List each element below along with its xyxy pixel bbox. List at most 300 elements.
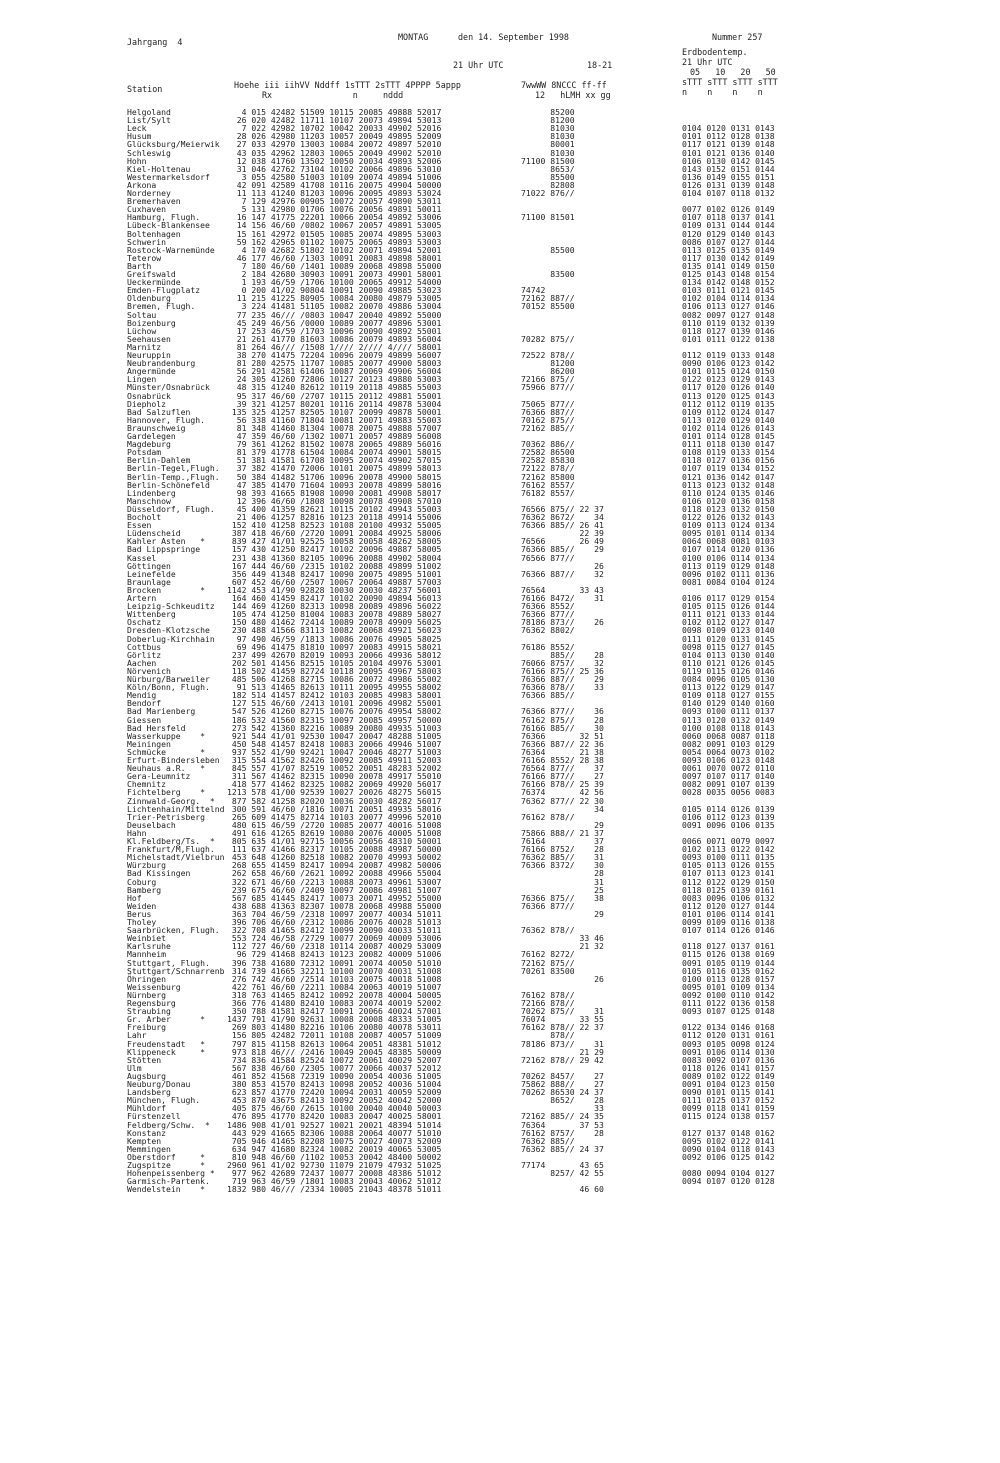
main-values: 152 410 41258 82523 10108 20100 49932 55005 [227, 520, 442, 531]
main-values: 485 506 41268 82715 10086 20072 49986 55002 [227, 674, 442, 684]
earth-temps: 0106 0112 0123 0139 [682, 811, 775, 822]
station-name: Wendelstein * [127, 1184, 205, 1195]
main-values: 314 739 41665 32211 10100 20070 40031 51008 [227, 965, 442, 976]
main-values: 27 033 42970 13003 10084 20072 49897 52010 [227, 139, 442, 150]
station-name: Trier-Petrisberg [127, 811, 205, 822]
w18-values: 76162 878// [521, 989, 575, 1000]
main-values: 705 946 41465 82208 10075 20027 40073 52009 [227, 1135, 442, 1146]
main-values: 156 805 42482 72011 10108 20087 40057 51009 [227, 1030, 442, 1041]
station-name: Arkona [127, 179, 157, 190]
station-name: List/Sylt [127, 115, 171, 126]
earth-temps: 0122 0123 0129 0143 [682, 374, 775, 385]
earth-temps: 0102 0113 0122 0142 [682, 844, 775, 855]
station-name: Glücksburg/Meierwik [127, 139, 220, 150]
w18-values: 85500 [521, 244, 575, 255]
station-name: Braunschweig [127, 422, 186, 433]
earth-temps: 0093 0106 0123 0148 [682, 755, 775, 765]
w18-values: 76366 877// 36 [521, 706, 604, 717]
station-name: Husum [127, 131, 152, 142]
earth-columns: sTTT sTTT sTTT sTTT [682, 77, 778, 87]
main-values: 322 671 46/60 /2213 10088 20073 49961 53007 [227, 876, 442, 887]
earth-temps: 0109 0112 0124 0147 [682, 406, 775, 417]
main-values: 810 948 46/60 /1102 10053 20042 48400 50002 [227, 1151, 442, 1162]
main-values: 350 788 41581 82417 10091 20066 40024 57001 [227, 1006, 442, 1017]
earth-temps: 0112 0120 0127 0144 [682, 900, 775, 911]
w18-columns-subheader: 12 hLMH xx gg [535, 90, 611, 100]
earth-temps: 0104 0113 0130 0140 [682, 649, 775, 660]
w18-values: 8257/ 42 55 [521, 1168, 604, 1179]
main-values: 91 513 41465 82613 10111 20095 49955 58002 [227, 682, 442, 693]
station-name: Nürburg/Barweiler [127, 674, 210, 684]
station-name: Zugspitze * [127, 1160, 205, 1170]
main-values: 12 396 46/60 /1808 10098 20078 49908 57010 [227, 495, 442, 506]
main-values: 422 761 46/60 /2211 10084 20063 40019 51007 [227, 981, 442, 992]
main-values: 269 803 41480 82216 10106 20080 40078 53011 [227, 1022, 442, 1033]
earth-temps: 0104 0107 0118 0132 [682, 188, 775, 198]
main-values: 95 317 46/60 /2707 10115 20112 49881 55001 [227, 390, 442, 401]
station-name: Lindenberg [127, 487, 176, 498]
main-values: 797 815 41158 82613 10064 20051 48381 51012 [227, 1038, 442, 1049]
station-name: Bremen, Flugh. [127, 301, 196, 312]
earth-temps: 0100 0106 0114 0134 [682, 552, 775, 563]
earth-temps: 0093 0100 0111 0137 [682, 706, 775, 717]
earth-temps: 0105 0116 0135 0162 [682, 965, 775, 976]
main-values: 363 704 46/59 /2318 10097 20077 40034 51011 [227, 908, 442, 919]
station-name: Ueckermünde [127, 277, 181, 288]
main-values: 48 315 41240 82612 10119 20118 49885 55003 [227, 382, 442, 393]
earth-temps: 0092 0106 0125 0142 [682, 1151, 775, 1162]
main-values: 77 235 46/// /0803 10047 20040 49892 55000 [227, 309, 442, 320]
earth-temps: 0096 0102 0111 0136 [682, 568, 775, 579]
earth-temps: 0090 0104 0118 0143 [682, 1143, 775, 1154]
earth-temps: 0028 0035 0056 0083 [682, 787, 775, 798]
w18-values: 76564 33 43 [521, 584, 604, 595]
w18-values: 70152 85500 [521, 301, 575, 312]
main-values: 43 035 42962 12803 10065 20049 49902 52010 [227, 147, 442, 158]
w18-values: 72162 885// 24 35 [521, 1111, 604, 1122]
w18-values: 28 [521, 868, 604, 879]
main-values: 24 305 41260 72806 10127 20123 49880 53003 [227, 374, 442, 385]
station-name: Lahr [127, 1030, 147, 1041]
station-name: Michelstadt/Vielbrun [127, 852, 225, 863]
station-name: Görlitz [127, 649, 162, 660]
main-values: 1437 791 41/90 92631 10008 20008 48333 51005 [227, 1014, 442, 1025]
table-row [0, 1185, 1000, 1193]
station-name: Zinnwald-Georg. * [127, 795, 215, 806]
station-name: Oschatz [127, 617, 162, 628]
station-name: Freiburg [127, 1022, 166, 1033]
main-values: 1486 908 41/01 92527 10021 20021 48394 51014 [227, 1119, 442, 1130]
earth-temps: 0098 0109 0123 0140 [682, 625, 775, 636]
main-values: 56 338 41160 71804 10081 20071 49883 55003 [227, 414, 442, 425]
station-name: Cuxhaven [127, 204, 166, 215]
station-name: Boltenhagen [127, 228, 181, 239]
w18-values: 76162 878// [521, 811, 575, 822]
main-values: 16 147 41775 22201 10066 20054 49892 53006 [227, 212, 442, 223]
main-values: 239 675 46/60 /2409 10097 20086 49981 51007 [227, 884, 442, 895]
station-name: Teterow [127, 252, 162, 263]
w18-values: 75866 888// 21 37 [521, 827, 604, 838]
w18-values: 26 [521, 560, 604, 571]
main-values: 15 161 42972 01505 10085 20074 49895 53003 [227, 228, 442, 239]
table-row [0, 821, 1000, 829]
earth-temps: 0113 0122 0129 0147 [682, 682, 775, 693]
main-values: 37 382 41470 72006 10101 20075 49899 58013 [227, 463, 442, 474]
w18-values: 76362 885// 24 37 [521, 1143, 604, 1154]
main-values: 1142 453 41/90 92828 10030 20030 48237 56001 [227, 584, 442, 595]
w18-values: 33 46 [521, 933, 604, 944]
w18-values: 76366 887// 32 [521, 568, 604, 579]
earth-temps: 0110 0124 0135 0146 [682, 487, 775, 498]
w18-values: 76366 885// 26 41 [521, 520, 604, 531]
w18-values: 76166 8552/ 28 38 [521, 755, 604, 765]
earth-temps: 0118 0127 0136 0156 [682, 455, 775, 466]
main-values: 273 542 41360 82216 10089 20080 49935 51003 [227, 722, 442, 733]
earth-temps: 0119 0115 0126 0146 [682, 665, 775, 676]
earth-utc: 21 Uhr UTC [682, 57, 733, 67]
earth-temps: 0095 0101 0109 0134 [682, 981, 775, 992]
station-name: Lüdenscheid [127, 528, 181, 539]
main-values: 31 046 42762 73104 10102 20066 49896 53010 [227, 163, 442, 174]
earth-temps: 0061 0070 0072 0110 [682, 763, 775, 774]
station-name: Hohenpeissenberg * [127, 1168, 215, 1179]
main-values: 719 963 46/59 /1801 10083 20043 40062 51012 [227, 1176, 442, 1187]
w18-values: 76374 42 56 [521, 787, 604, 798]
station-name: Manschnow [127, 495, 171, 506]
earth-temps: 0113 0125 0135 0149 [682, 244, 775, 255]
main-values: 265 609 41475 82714 10103 20077 49996 52010 [227, 811, 442, 822]
earth-temps: 0093 0105 0098 0124 [682, 1038, 775, 1049]
earth-temps: 0115 0126 0138 0169 [682, 949, 775, 960]
w18-values: 76366 885// 29 [521, 544, 604, 555]
w18-values: 31 [521, 876, 604, 887]
main-values: 387 418 46/60 /2720 10091 20084 49925 58006 [227, 528, 442, 539]
station-name: Schwerin [127, 236, 166, 247]
main-values: 418 577 41462 82325 10082 20069 49920 56017 [227, 779, 442, 790]
w18-values: 76366 885// [521, 690, 575, 701]
station-name: Fürstenzell [127, 1111, 181, 1122]
main-values: 26 020 42482 11711 10107 20073 49894 53013 [227, 115, 442, 126]
station-name: Stötten [127, 1054, 162, 1065]
station-name: Potsdam [127, 447, 162, 458]
earth-temps: 0111 0118 0130 0147 [682, 439, 775, 450]
main-values: 7 129 42976 00905 10072 20057 49890 53011 [227, 196, 442, 207]
station-name: Hamburg, Flugh. [127, 212, 201, 223]
earth-temps: 0090 0101 0115 0141 [682, 1087, 775, 1098]
main-values: 51 381 41581 61708 10095 20074 49902 57015 [227, 455, 442, 466]
w18-values: 81030 [521, 131, 575, 142]
w18-values: 70262 875// 31 [521, 1006, 604, 1017]
station-name: Boizenburg [127, 317, 176, 328]
main-values: 1 193 46/59 /1706 10100 20065 49912 54000 [227, 277, 442, 288]
w18-values: 76362 8802/ [521, 625, 575, 636]
earth-temps: 0086 0107 0127 0144 [682, 236, 775, 247]
earth-temps: 0113 0123 0132 0148 [682, 479, 775, 490]
earth-temps: 0098 0115 0127 0145 [682, 641, 775, 652]
main-values: 262 658 46/60 /2621 10092 20088 49966 55004 [227, 868, 442, 879]
w18-values: 46 60 [521, 1184, 604, 1195]
main-values: 59 162 42965 01102 10075 20065 49893 53003 [227, 236, 442, 247]
main-values: 315 554 41562 82426 10092 20085 49911 52003 [227, 755, 442, 765]
date: den 14. September 1998 [458, 32, 569, 42]
w18-values: 76366 8552/ [521, 601, 575, 612]
station-name: Regensburg [127, 998, 176, 1008]
station-name: Bad Kissingen [127, 868, 191, 879]
main-values: 476 895 41770 82420 10083 20047 40025 58001 [227, 1111, 442, 1122]
station-name: Ulm [127, 1062, 142, 1073]
table-row [0, 1056, 1000, 1064]
earth-temps: 0107 0119 0134 0152 [682, 463, 775, 474]
earth-temps: 0101 0111 0122 0138 [682, 333, 775, 344]
w18-values: 75065 877// [521, 398, 575, 409]
earth-temps: 0054 0064 0073 0102 [682, 746, 775, 757]
station-name: Düsseldorf, Flugh. [127, 503, 215, 514]
w18-values: 29 [521, 819, 604, 830]
earth-temps: 0118 0127 0137 0161 [682, 941, 775, 952]
station-name: Deuselbach [127, 819, 176, 830]
main-values: 14 156 46/60 /0802 10067 20057 49891 53005 [227, 220, 442, 231]
main-values: 396 706 46/60 /2312 10086 20076 40028 51013 [227, 917, 442, 927]
main-values: 21 261 41770 81603 10086 20079 49893 56004 [227, 333, 442, 344]
main-values: 937 552 41/90 92421 10047 20046 48277 51003 [227, 746, 442, 757]
station-name: Nürnberg [127, 989, 166, 1000]
w18-values: 72162 878// 29 42 [521, 1054, 604, 1065]
main-values: 96 729 41468 82413 10123 20082 40009 51006 [227, 949, 442, 960]
main-values: 438 688 41363 82307 10078 20068 49988 55000 [227, 900, 442, 911]
w18-values: 70162 875// [521, 414, 575, 425]
main-values: 56 291 42581 61406 10087 20069 49906 56004 [227, 366, 442, 377]
main-values: 81 379 41778 61504 10084 20074 49901 58015 [227, 447, 442, 458]
w18-columns-header: 7wwWW 8NCCC ff-ff [521, 80, 607, 90]
main-values: 81 348 41460 81304 10078 20075 49888 57007 [227, 422, 442, 433]
w18-values: 76362 885// [521, 1135, 575, 1146]
w18-values: 71100 81501 [521, 212, 575, 223]
earth-temps: 0099 0109 0116 0138 [682, 917, 775, 927]
station-name: Lübeck-Blankensee [127, 220, 210, 231]
w18-values: 76364 37 53 [521, 1119, 604, 1130]
w18-values: 72162 875// [521, 957, 575, 968]
w18-values: 76366 875// 38 [521, 892, 604, 903]
station-name: Freudenstadt * [127, 1038, 205, 1049]
earth-temps: 0101 0121 0136 0140 [682, 147, 775, 158]
main-values: 50 384 41482 51706 10096 20078 49900 58015 [227, 471, 442, 482]
main-values: 7 180 46/60 /1401 10089 20068 49898 55000 [227, 260, 442, 271]
earth-temps: 0143 0152 0151 0144 [682, 163, 775, 174]
main-values: 81 264 46/// /1508 1//// 2//// 4//// 58001 [227, 341, 442, 352]
w18-values: 72166 878// [521, 998, 575, 1008]
earth-temps: 0089 0102 0122 0149 [682, 1070, 775, 1081]
main-values: 202 501 41456 82515 10105 20104 49976 53001 [227, 657, 442, 668]
station-name: Gr. Arber * [127, 1014, 205, 1025]
jahrgang: Jahrgang 4 [127, 37, 183, 47]
main-values: 182 514 41457 82412 10103 20085 49983 58001 [227, 690, 442, 701]
earth-temps: 0135 0141 0149 0150 [682, 260, 775, 271]
main-values: 634 947 41680 82324 10082 20019 40065 53005 [227, 1143, 442, 1154]
earth-temps: 0105 0114 0126 0139 [682, 803, 775, 814]
station-name: Leck [127, 123, 147, 134]
station-name: Tholey [127, 917, 157, 927]
main-values: 450 548 41457 82418 10083 20066 49946 51007 [227, 738, 442, 749]
station-name: München, Flugh. [127, 1095, 201, 1106]
main-values: 118 502 41459 82724 10118 20095 49967 58003 [227, 665, 442, 676]
main-values: 39 321 41257 80201 10116 20114 49878 53004 [227, 398, 442, 409]
w18-values: 8653/ [521, 163, 575, 174]
station-name: Gera-Leumnitz [127, 771, 191, 782]
station-name: Cottbus [127, 641, 162, 652]
w18-values: 76362 877// 22 30 [521, 795, 604, 806]
earth-temps: 0082 0091 0103 0129 [682, 738, 775, 749]
station-name: Neuruppin [127, 350, 171, 360]
main-values: 547 526 41260 82715 10076 20076 49954 58002 [227, 706, 442, 717]
w18-values: 85500 [521, 171, 575, 182]
station-name: Weissenburg [127, 981, 181, 992]
main-values: 45 400 41359 82621 10115 20102 49943 55003 [227, 503, 442, 514]
earth-temps: 0099 0118 0141 0159 [682, 1103, 775, 1114]
weekday: MONTAG [398, 32, 429, 42]
station-name: Stuttgart, Flugh. [127, 957, 210, 968]
w18-values: 76362 878// [521, 925, 575, 936]
table-row [0, 116, 1000, 124]
w18-values: 76366 887// 22 36 [521, 738, 604, 749]
station-name: Köln/Bonn, Flugh. [127, 682, 210, 693]
station-name: Stuttgart/Schnarrenb [127, 965, 225, 976]
w18-values: 76566 875// 22 37 [521, 503, 604, 514]
earth-temps: 0091 0105 0119 0144 [682, 957, 775, 968]
main-values: 300 591 46/60 /1816 10071 20051 49935 58016 [227, 803, 442, 814]
w18-values: 76182 8557/ [521, 487, 575, 498]
w18-values: 74742 [521, 285, 546, 296]
station-name: Schmücke * [127, 746, 205, 757]
station-name: Klippeneck * [127, 1046, 205, 1057]
station-name: Neubrandenburg [127, 358, 196, 369]
w18-values: 76566 877// [521, 552, 575, 563]
w18-values: 70282 875// [521, 333, 575, 344]
main-values: 973 818 46/// /2416 10049 20045 48385 50009 [227, 1046, 442, 1057]
earth-temps: 0140 0129 0140 0160 [682, 698, 775, 709]
earth-temps: 0101 0115 0124 0150 [682, 366, 775, 377]
earth-temps: 0109 0118 0127 0155 [682, 690, 775, 701]
station-name: Konstanz [127, 1127, 166, 1138]
station-name: Emden-Flugplatz [127, 285, 201, 296]
w18-values: 76166 877// 27 [521, 771, 604, 782]
w18-values: 70262 8457/ 27 [521, 1070, 604, 1081]
earth-temps: 0101 0106 0114 0141 [682, 908, 775, 919]
earth-temps: 0112 0112 0119 0135 [682, 398, 775, 409]
earth-temps: 0066 0071 0079 0097 [682, 836, 775, 846]
w18-values: 29 [521, 908, 604, 919]
station-name: Karlsruhe [127, 941, 171, 952]
w18-values: 75862 888// 27 [521, 1079, 604, 1089]
w18-values: 70362 886// [521, 439, 575, 450]
main-values: 2960 961 41/02 92730 11079 21079 47932 51025 [227, 1160, 442, 1170]
main-values: 443 929 41665 82306 10088 20064 40077 51010 [227, 1127, 442, 1138]
station-name: Bad Salzuflen [127, 406, 191, 417]
main-values: 28 026 42980 11203 10057 20049 49895 52009 [227, 131, 442, 142]
w18-values: 76166 885// 30 [521, 722, 604, 733]
earth-temps: 0120 0129 0140 0143 [682, 228, 775, 239]
earth-temps: 0104 0120 0131 0143 [682, 123, 775, 134]
w18-values: 76074 33 55 [521, 1014, 604, 1025]
station-name: Hof [127, 892, 142, 903]
earth-temps: 0100 0108 0118 0143 [682, 722, 775, 733]
earth-temps: 0097 0107 0117 0140 [682, 771, 775, 782]
w18-values: 80001 [521, 139, 575, 150]
station-name: Bad Lippspringe [127, 544, 201, 555]
station-name: Meiningen [127, 738, 171, 749]
station-name: Giessen [127, 714, 162, 725]
main-values: 127 515 46/60 /2413 10101 20096 49982 55001 [227, 698, 442, 709]
earth-temps: 0111 0125 0137 0152 [682, 1095, 775, 1106]
earth-temps: 0106 0120 0136 0158 [682, 495, 775, 506]
w18-values: 33 [521, 1103, 604, 1114]
main-values: 491 616 41265 82619 10080 20076 40005 51008 [227, 827, 442, 838]
earth-temps: 0091 0104 0123 0150 [682, 1079, 775, 1089]
w18-values: 81200 [521, 115, 575, 126]
earth-temps: 0077 0102 0126 0149 [682, 204, 775, 215]
w18-values: 76362 885// 31 [521, 852, 604, 863]
station-name: Wittenberg [127, 609, 176, 620]
earth-temps: 0125 0143 0148 0154 [682, 269, 775, 279]
main-values: 268 655 41459 82417 10094 20087 49982 50006 [227, 860, 442, 871]
w18-values: 78186 873// 31 [521, 1038, 604, 1049]
earth-temps: 0095 0102 0122 0141 [682, 1135, 775, 1146]
earth-temps: 0090 0106 0123 0142 [682, 358, 775, 369]
main-values: 380 853 41570 82413 10098 20052 40036 51004 [227, 1079, 442, 1089]
station-name: Leinefelde [127, 568, 176, 579]
earth-temps: 0115 0124 0138 0157 [682, 1111, 775, 1122]
w18-values: 72582 85830 [521, 455, 575, 466]
earth-temps: 0136 0149 0155 0151 [682, 171, 775, 182]
w18-values: 75966 877// [521, 382, 575, 393]
earth-temps: 0122 0126 0132 0143 [682, 512, 775, 522]
station-name: Frankfurt/M,Flugh. [127, 844, 215, 855]
station-name: Mannheim [127, 949, 166, 960]
earth-temps: 0106 0130 0142 0145 [682, 155, 775, 166]
main-values: 480 615 46/59 /2720 10085 20077 40016 51008 [227, 819, 442, 830]
main-values: 21 406 41257 82816 10123 20118 49914 55006 [227, 512, 442, 522]
main-values: 38 270 41475 72204 10096 20079 49899 56007 [227, 350, 442, 360]
w18-values: 83500 [521, 269, 575, 279]
earth-temps: 0082 0091 0107 0139 [682, 779, 775, 790]
main-values: 318 763 41465 82412 10092 20078 40004 50005 [227, 989, 442, 1000]
station-name: Würzburg [127, 860, 166, 871]
w18-values: 76366 8372/ 30 [521, 860, 604, 871]
station-name: Braunlage [127, 576, 171, 587]
earth-temps: 0111 0120 0131 0145 [682, 633, 775, 644]
earth-temps: 0118 0123 0132 0150 [682, 503, 775, 514]
station-name: Greifswald [127, 269, 176, 279]
station-name: Münster/Osnabrück [127, 382, 210, 393]
main-values: 4 170 42682 51802 10102 20071 49894 52001 [227, 244, 442, 255]
station-name: Göttingen [127, 560, 171, 571]
earth-temps: 0110 0119 0132 0139 [682, 317, 775, 328]
earth-temps: 0105 0115 0126 0144 [682, 601, 775, 612]
main-values: 42 091 42589 41708 10116 20075 49904 50000 [227, 179, 442, 190]
w18-values: 76162 8757/ 28 [521, 1127, 604, 1138]
main-values: 276 742 46/60 /2514 10103 20075 40018 51008 [227, 973, 442, 984]
w18-values: 76366 887// 29 [521, 674, 604, 684]
earth-temps: 0060 0068 0087 0118 [682, 730, 775, 741]
station-name: Gardelegen [127, 431, 176, 441]
earth-temps: 0083 0096 0106 0132 [682, 892, 775, 903]
station-name: Straubing [127, 1006, 171, 1017]
earth-temps: 0126 0131 0139 0148 [682, 179, 775, 190]
main-values: 405 875 46/60 /2615 10100 20040 40040 50003 [227, 1103, 442, 1114]
earth-temps: 0113 0120 0125 0143 [682, 390, 775, 401]
main-values: 366 776 41480 82410 10083 20074 40019 52002 [227, 998, 442, 1008]
w18-values: 72162 885// [521, 422, 575, 433]
station-name: Berlin-Temp.,Flugh. [127, 471, 220, 482]
